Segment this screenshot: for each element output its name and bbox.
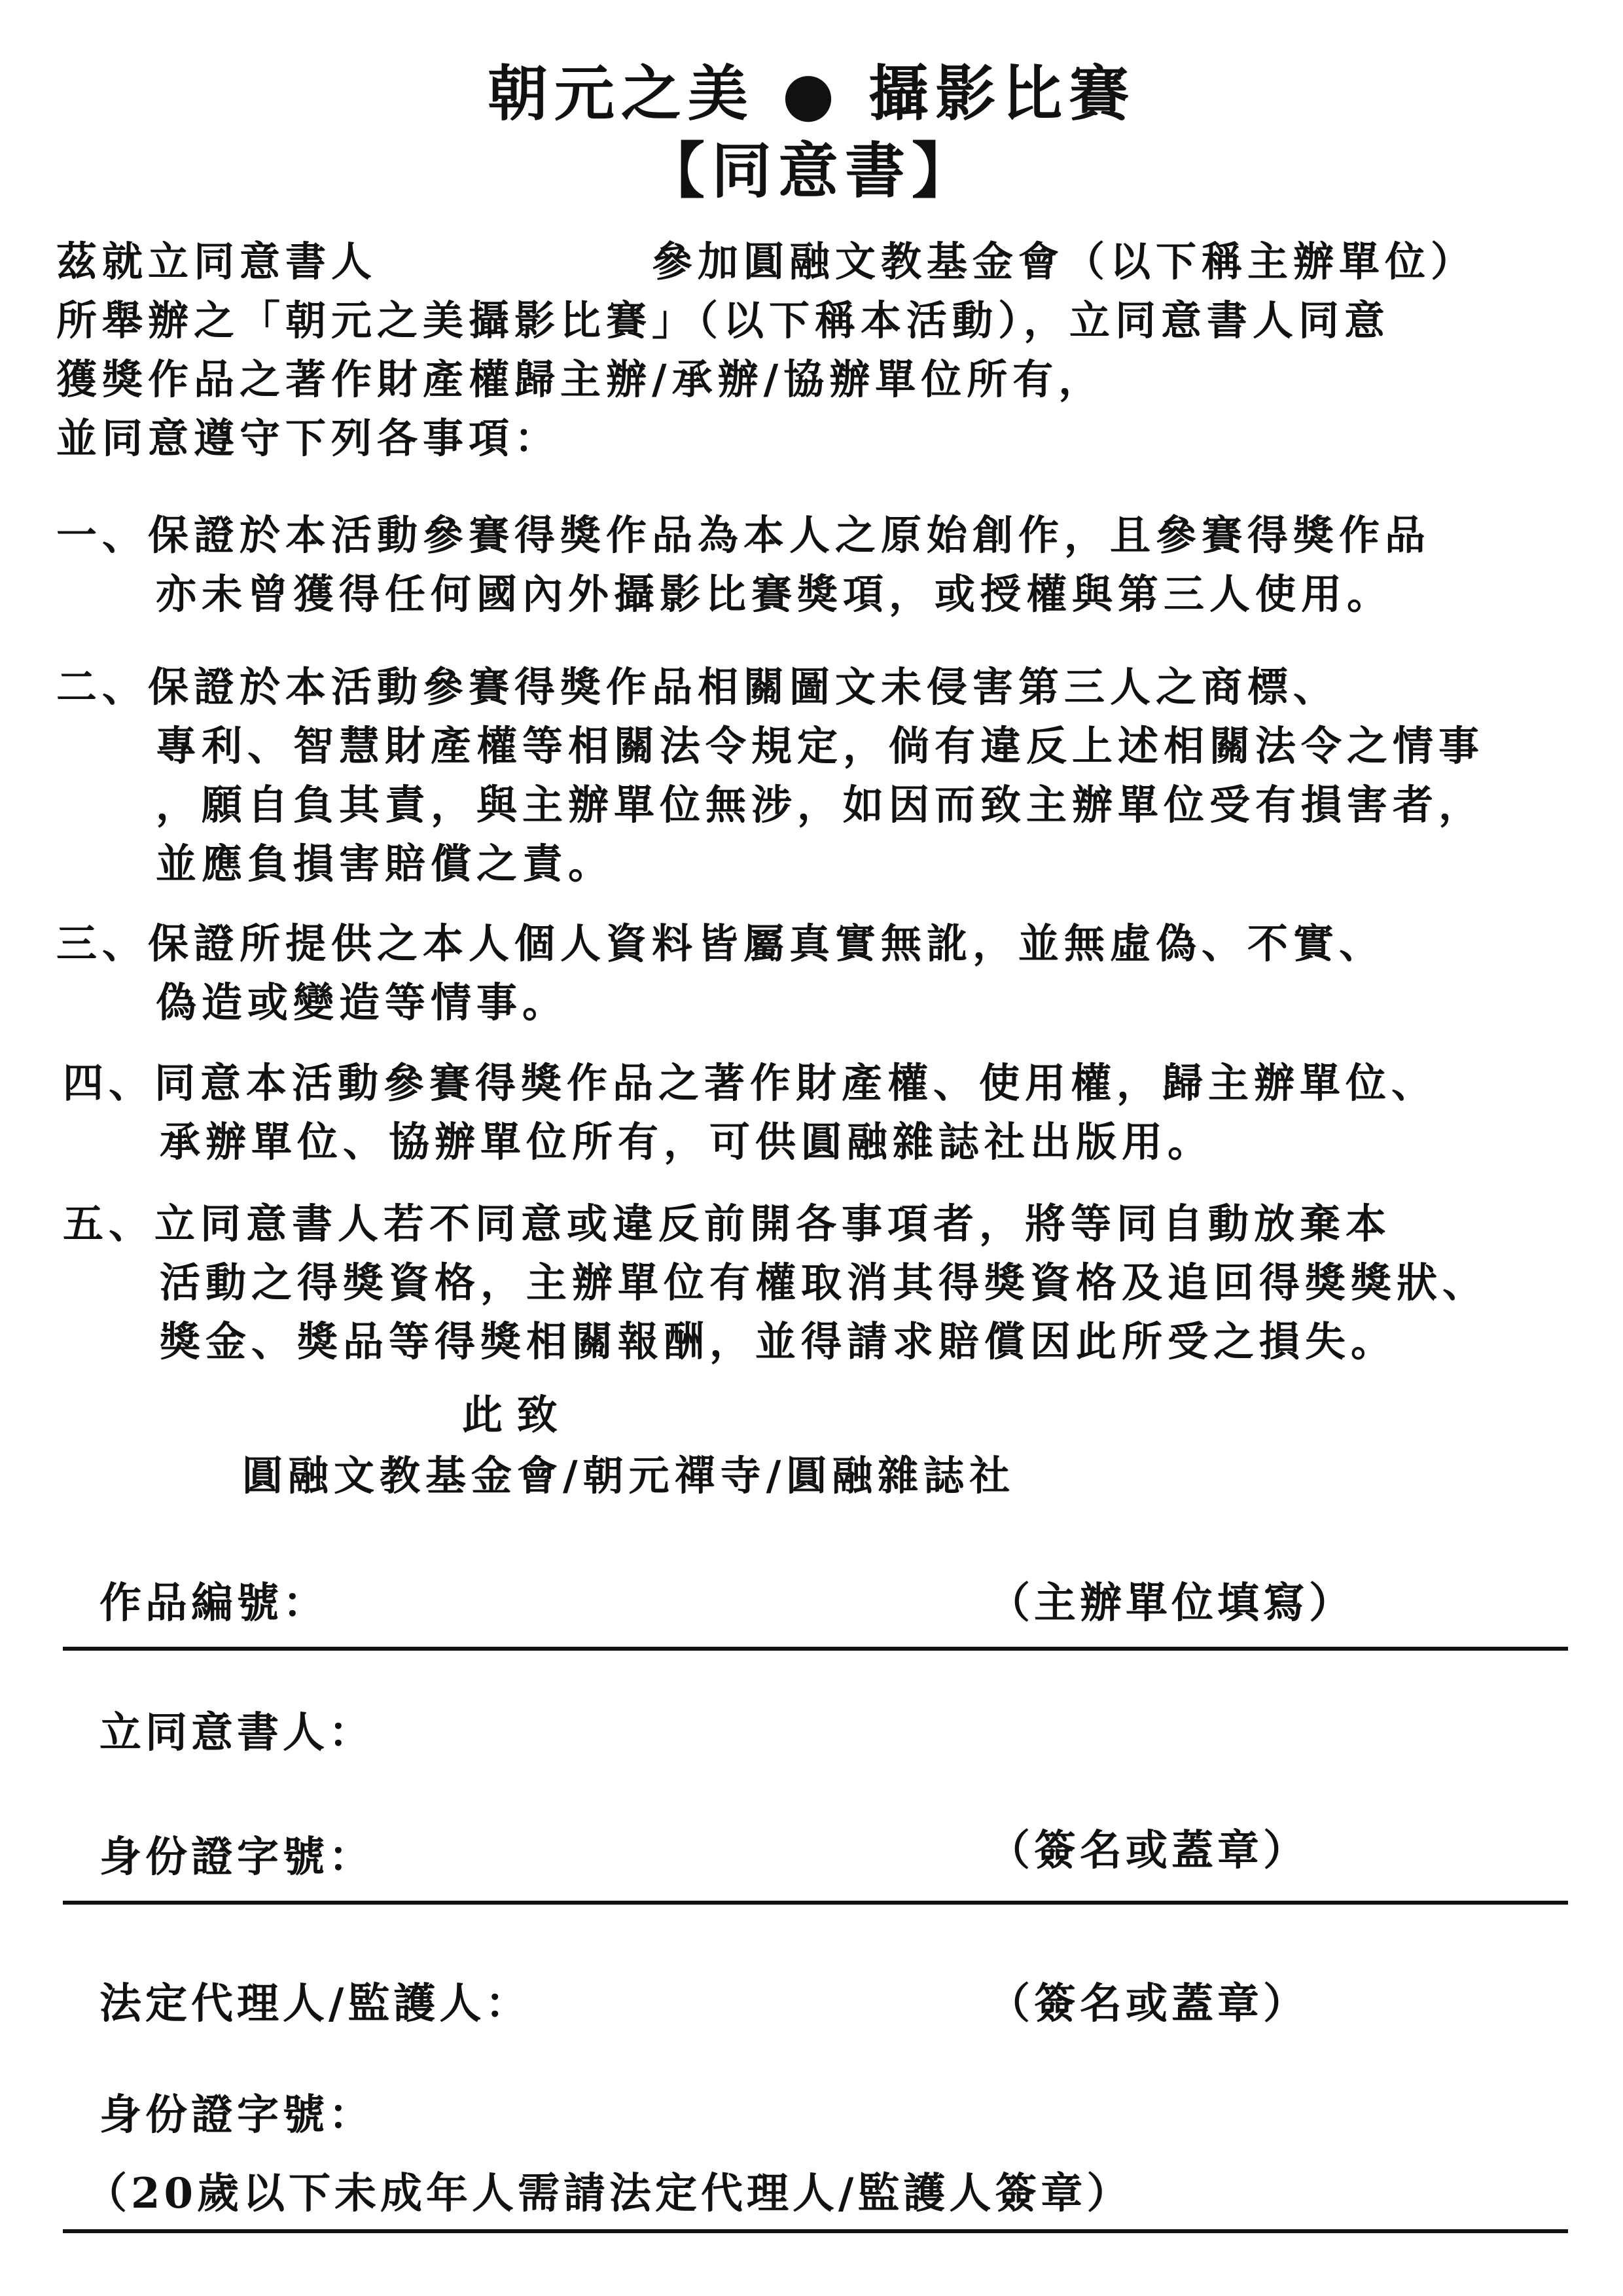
intro-line: 所舉辦之「朝元之美攝影比賽」（以下稱本活動），立同意書人同意 [56,296,1391,344]
intro-line: 獲獎作品之著作財產權歸主辦/承辦/協辦單位所有， [56,355,1105,403]
closing-salute: 此 致 [462,1391,558,1439]
divider-line [63,2229,1568,2233]
divider-line [63,1901,1568,1905]
clause-5-line: 獎金、獎品等得獎相關報酬，並得請求賠償因此所受之損失。 [160,1318,1397,1365]
clause-4-line: 承辦單位、協辦單位所有，可供圓融雜誌社出版用。 [160,1118,1214,1166]
clause-2-line: 並應負損害賠償之責。 [156,840,615,888]
signature-note: （簽名或蓋章） [988,1979,1309,2028]
work-number-note: （主辦單位填寫） [988,1579,1355,1628]
clause-1-line: 亦未曾獲得任何國內外攝影比賽獎項，或授權與第三人使用。 [156,570,1393,618]
divider-line [63,1647,1568,1651]
signature-note: （簽名或蓋章） [988,1826,1309,1875]
intro-line: 茲就立同意書人 參加圓融文教基金會（以下稱主辦單位） [56,238,1477,285]
work-number-label: 作品編號： [99,1579,329,1628]
clause-2-line: 專利、智慧財產權等相關法令規定，倘有違反上述相關法令之情事 [156,722,1485,770]
minor-note: （20歲以下未成年人需請法定代理人/監護人簽章） [85,2169,1133,2218]
clause-5-line: 活動之得獎資格，主辦單位有權取消其得獎資格及追回得獎獎狀、 [160,1259,1489,1306]
intro-line: 並同意遵守下列各事項： [56,414,561,462]
guardian-label: 法定代理人/監護人： [99,1979,531,2028]
closing-recipient: 圓融文教基金會/朝元禪寺/圓融雜誌社 [242,1452,1016,1499]
form-title: 朝元之美 ● 攝影比賽 [487,58,1136,129]
guardian-id-number-label: 身份證字號： [99,2090,374,2140]
clause-1-line: 一、保證於本活動參賽得獎作品為本人之原始創作，且參賽得獎作品 [56,511,1431,559]
clause-4-line: 四、同意本活動參賽得獎作品之著作財產權、使用權，歸主辦單位、 [63,1059,1438,1107]
clause-5-line: 五、立同意書人若不同意或違反前開各事項者，將等同自動放棄本 [63,1200,1392,1247]
clause-3-line: 偽造或變造等情事。 [156,978,569,1026]
clause-3-line: 三、保證所提供之本人個人資料皆屬真實無訛，並無虛偽、不實、 [56,920,1385,967]
id-number-label: 身份證字號： [99,1833,374,1882]
consenter-label: 立同意書人： [99,1708,374,1757]
clause-2-line: ，願自負其責，與主辦單位無涉，如因而致主辦單位受有損害者， [156,781,1485,829]
clause-2-line: 二、保證於本活動參賽得獎作品相關圖文未侵害第三人之商標、 [56,663,1340,711]
form-subtitle: 【同意書】 [644,135,978,206]
